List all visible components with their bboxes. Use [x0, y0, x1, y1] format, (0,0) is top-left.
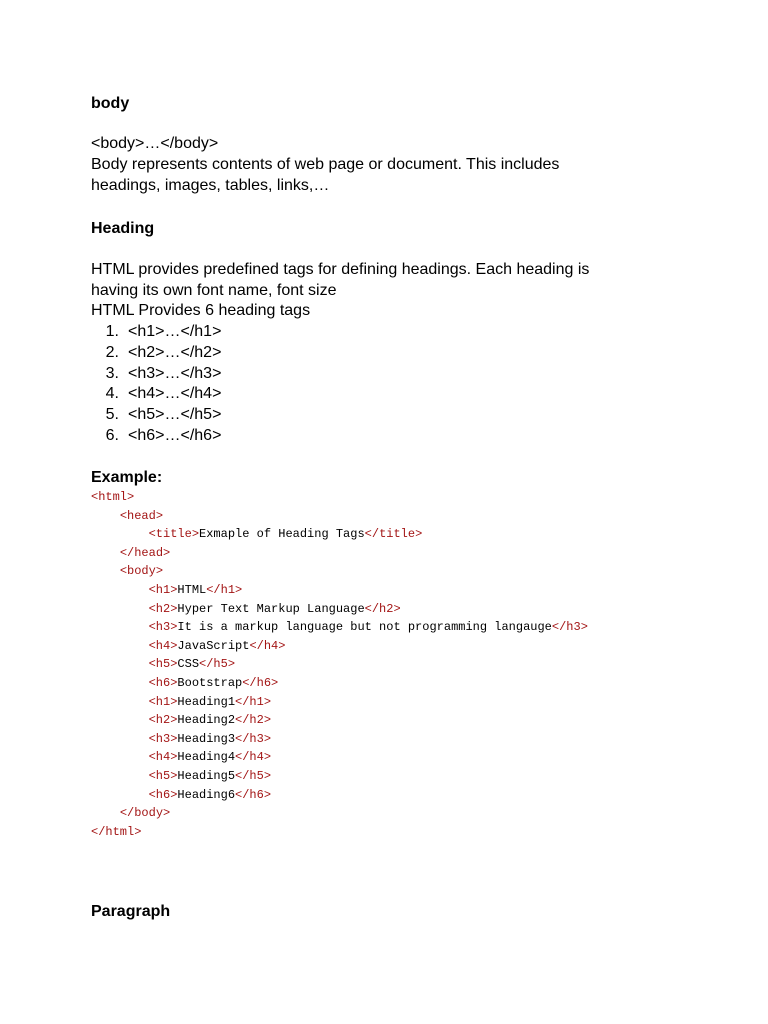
code-line	[91, 507, 588, 526]
list-number: 5.	[105, 406, 119, 424]
code-open-tag: <h5>	[148, 657, 178, 672]
code-close-tag: </h3>	[551, 620, 588, 635]
list-item-text: <h5>…</h5>	[128, 406, 222, 424]
code-open-tag: <title>	[148, 527, 200, 542]
code-indent	[91, 527, 149, 541]
code-line	[91, 581, 588, 600]
heading-tags-list	[91, 322, 221, 447]
list-item	[91, 384, 221, 405]
code-text: Heading5	[177, 768, 236, 783]
code-open-tag: <h1>	[148, 694, 178, 709]
list-item	[91, 322, 221, 343]
code-line	[91, 786, 588, 805]
code-indent	[91, 602, 149, 616]
code-line	[91, 823, 588, 842]
list-number: 4.	[105, 385, 119, 403]
code-indent	[91, 657, 149, 671]
code-indent	[91, 546, 120, 560]
section-heading-body: body	[91, 95, 130, 112]
code-open-tag: <html>	[91, 490, 135, 504]
list-item-text: <h3>…</h3>	[128, 364, 222, 382]
list-item	[91, 405, 221, 426]
code-line	[91, 525, 588, 544]
code-close-tag: </h3>	[235, 731, 272, 746]
code-line	[91, 488, 588, 507]
list-item-text: <h6>…</h6>	[128, 426, 222, 444]
section-heading-paragraph: Paragraph	[91, 903, 171, 920]
list-item-text: <h4>…</h4>	[128, 385, 222, 403]
code-indent	[91, 713, 149, 727]
code-line	[91, 730, 588, 749]
code-line	[91, 674, 588, 693]
list-number: 1.	[105, 323, 119, 340]
code-text: Heading3	[177, 731, 236, 746]
code-open-tag: </body>	[119, 806, 171, 821]
code-line	[91, 767, 588, 786]
code-text: JavaScript	[177, 638, 250, 653]
code-open-tag: <h4>	[148, 638, 178, 653]
code-open-tag: </head>	[119, 545, 171, 560]
list-item	[91, 426, 221, 447]
code-close-tag: </h2>	[235, 713, 272, 728]
code-indent	[91, 509, 120, 523]
code-indent	[91, 769, 149, 783]
section-heading-heading: Heading	[91, 220, 155, 237]
code-line	[91, 562, 588, 581]
code-line	[91, 693, 588, 712]
body-description-line-1: Body represents contents of web page or document. This includes	[91, 156, 560, 173]
code-text: Bootstrap	[177, 675, 243, 690]
code-text: Heading2	[177, 713, 236, 728]
code-open-tag: <body>	[119, 564, 164, 579]
code-line	[91, 544, 588, 563]
list-item	[91, 343, 221, 364]
code-indent	[91, 750, 149, 764]
code-close-tag: </h4>	[235, 750, 272, 765]
code-open-tag: <h3>	[148, 731, 178, 746]
code-close-tag: </title>	[364, 527, 423, 542]
code-line	[91, 618, 588, 637]
code-open-tag: <h1>	[148, 582, 178, 597]
code-open-tag: <h2>	[148, 713, 178, 728]
code-open-tag: <h6>	[148, 675, 178, 690]
code-open-tag: <h3>	[148, 620, 178, 635]
code-text: HTML	[177, 582, 207, 597]
code-close-tag: </h6>	[235, 787, 272, 802]
code-open-tag: <h4>	[148, 750, 178, 765]
code-line	[91, 748, 588, 767]
code-text: Exmaple of Heading Tags	[199, 527, 365, 542]
code-open-tag: <head>	[119, 508, 164, 523]
list-number: 2.	[105, 343, 119, 361]
code-text: CSS	[177, 657, 200, 672]
code-line	[91, 600, 588, 619]
code-open-tag: </html>	[91, 824, 142, 839]
code-open-tag: <h5>	[148, 768, 178, 783]
list-item-text: <h2>…</h2>	[128, 343, 222, 361]
list-number: 6.	[105, 426, 119, 444]
body-tag-syntax: <body>…</body>	[91, 135, 219, 152]
code-close-tag: </h6>	[242, 675, 279, 690]
code-indent	[91, 620, 149, 634]
code-text: Heading1	[177, 694, 236, 709]
code-line	[91, 637, 588, 656]
code-indent	[91, 583, 149, 597]
code-text: Heading4	[177, 750, 236, 765]
code-indent	[91, 695, 149, 709]
code-close-tag: </h1>	[206, 582, 243, 597]
body-description-line-2: headings, images, tables, links,…	[91, 177, 330, 194]
code-text: It is a markup language but not programming langauge	[177, 620, 552, 635]
code-line	[91, 711, 588, 730]
heading-description-line-1: HTML provides predefined tags for defining headings. Each heading is	[91, 261, 590, 278]
code-close-tag: </h4>	[249, 638, 286, 653]
code-close-tag: </h5>	[199, 657, 236, 672]
heading-description-line-2: having its own font name, font size	[91, 282, 337, 299]
heading-description-line-3: HTML Provides 6 heading tags	[91, 302, 311, 319]
code-close-tag: </h2>	[364, 601, 401, 616]
code-line	[91, 655, 588, 674]
code-text: Heading6	[177, 787, 236, 802]
list-number: 3.	[105, 364, 119, 382]
code-indent	[91, 639, 149, 653]
code-indent	[91, 732, 149, 746]
code-text: Hyper Text Markup Language	[177, 601, 365, 616]
code-close-tag: </h1>	[235, 694, 272, 709]
code-example	[91, 488, 588, 841]
list-item-text: <h1>…</h1>	[128, 323, 222, 340]
code-open-tag: <h6>	[148, 787, 178, 802]
code-indent	[91, 676, 149, 690]
code-indent	[91, 564, 120, 578]
list-item	[91, 364, 221, 385]
code-open-tag: <h2>	[148, 601, 178, 616]
code-indent	[91, 788, 149, 802]
code-close-tag: </h5>	[235, 768, 272, 783]
code-indent	[91, 806, 120, 820]
code-line	[91, 804, 588, 823]
section-heading-example: Example:	[91, 469, 163, 486]
